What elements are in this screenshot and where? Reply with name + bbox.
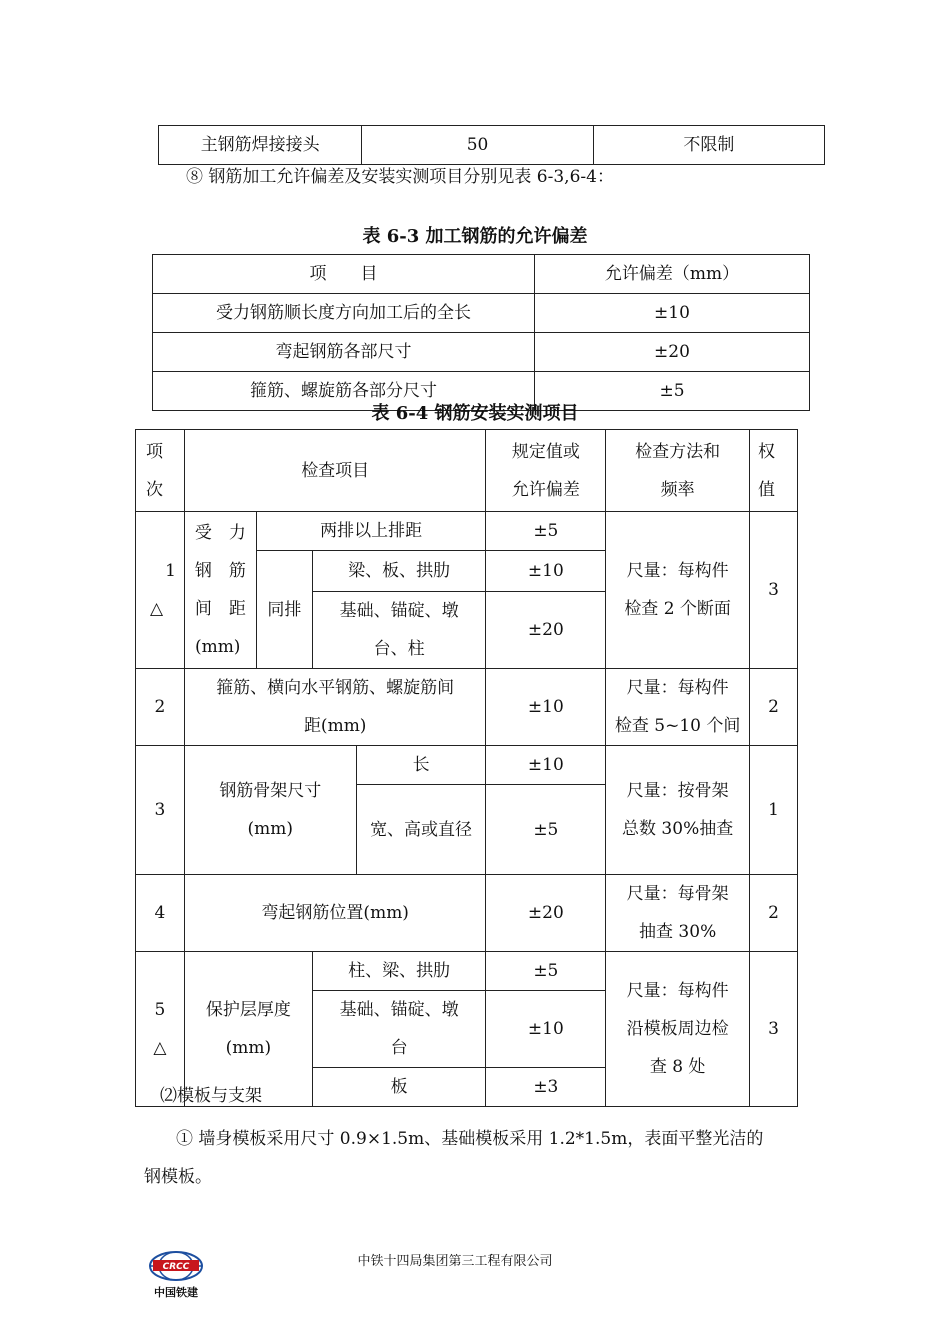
row1-group-line: 间 距 [194, 599, 246, 619]
row4-item: 弯起钢筋位置(mm) [184, 875, 486, 952]
header-tolerance-line: 规定值或 [511, 441, 580, 462]
row1-method-line: 检查 2 个断面 [624, 599, 731, 619]
top-table-limit: 不限制 [593, 126, 824, 165]
row1-sub1: 两排以上排距 [256, 512, 486, 551]
row1-method-line: 尺量：每构件 [626, 561, 729, 581]
row2-index: 2 [136, 669, 185, 746]
header-tolerance [486, 430, 606, 512]
table-63-header-tol: 允许偏差（mm） [535, 255, 810, 294]
row2-method-line: 尺量：每构件 [626, 678, 729, 698]
row4-method-line: 尺量：每骨架 [626, 884, 729, 904]
section-2-heading: ⑵模板与支架 [160, 1086, 262, 1106]
row4-val: ±20 [486, 875, 606, 952]
row5-index-line: △ [153, 1038, 167, 1058]
row5-sub2-line: 台 [390, 1038, 408, 1058]
table-63-cell: 弯起钢筋各部尺寸 [153, 333, 535, 372]
header-check-item: 检查项目 [184, 430, 486, 512]
row5-sub3: 板 [312, 1068, 486, 1107]
row2-item [184, 669, 486, 746]
row3-val2: ±5 [486, 785, 606, 875]
row2-item-line: 箍筋、横向水平钢筋、螺旋筋间 [216, 678, 455, 698]
table-63-cell: 受力钢筋顺长度方向加工后的全长 [153, 294, 535, 333]
row5-method [606, 952, 750, 1107]
top-table [158, 125, 825, 165]
crcc-logo-text: 中国铁建 [154, 1286, 198, 1299]
row3-weight: 1 [750, 746, 798, 875]
row5-val1: ±5 [486, 952, 606, 991]
note-8: ⑧ 钢筋加工允许偏差及安装实测项目分别见表 6-3,6-4： [186, 167, 614, 187]
row1-group-line: 受 力 [194, 523, 246, 543]
header-method-line: 检查方法和 [635, 441, 721, 462]
table-63-cell: ±20 [535, 333, 810, 372]
row4-method-line: 抽查 30% [639, 922, 717, 942]
top-table-value: 50 [362, 126, 593, 165]
row5-method-line: 尺量：每构件 [626, 981, 729, 1001]
row5-sub2 [312, 991, 486, 1068]
row3-method [606, 746, 750, 875]
table-63-title: 表 6-3 加工钢筋的允许偏差 [362, 226, 588, 247]
footer-company: 中铁十四局集团第三工程有限公司 [357, 1254, 553, 1269]
row1-group [184, 512, 256, 669]
row1-sub3-line: 台、柱 [373, 639, 425, 659]
row1-index-line: △ [150, 599, 164, 619]
row3-item [184, 746, 356, 875]
paragraph-1-line-2: 钢模板。 [144, 1167, 212, 1187]
top-table-item: 主钢筋焊接接头 [159, 126, 362, 165]
row2-method [606, 669, 750, 746]
row5-sub1: 柱、梁、拱肋 [312, 952, 486, 991]
row1-same: 同排 [256, 551, 312, 669]
row3-sub1: 长 [356, 746, 486, 785]
row3-index: 3 [136, 746, 185, 875]
row5-weight: 3 [750, 952, 798, 1107]
table-63-cell: ±10 [535, 294, 810, 333]
table-64 [135, 429, 798, 1107]
row5-val3: ±3 [486, 1068, 606, 1107]
row1-sub3 [312, 592, 486, 669]
row3-val1: ±10 [486, 746, 606, 785]
table-63-header-item: 项 目 [153, 255, 535, 294]
row3-method-line: 总数 30%抽查 [622, 819, 734, 839]
row1-weight: 3 [750, 512, 798, 669]
row1-val3: ±20 [486, 592, 606, 669]
row2-method-line: 检查 5~10 个间 [614, 716, 741, 736]
row5-sub2-line: 基础、锚碇、墩 [339, 1000, 459, 1020]
header-weight [750, 430, 798, 512]
row5-method-line: 沿模板周边检 [626, 1019, 729, 1039]
row1-method [606, 512, 750, 669]
row3-sub2: 宽、高或直径 [356, 785, 486, 875]
row5-index-line: 5 [154, 1000, 166, 1020]
paragraph-1-line-1: ① 墙身模板采用尺寸 0.9×1.5m、基础模板采用 1.2*1.5m，表面平整光洁的 [176, 1129, 764, 1149]
row1-sub3-line: 基础、锚碇、墩 [339, 601, 459, 621]
row2-item-line: 距(mm) [303, 716, 367, 736]
table-63-cell: ±5 [535, 372, 810, 411]
row5-method-line: 查 8 处 [649, 1057, 706, 1077]
row1-index-line: 1 [165, 561, 176, 581]
row4-index: 4 [136, 875, 185, 952]
row2-weight: 2 [750, 669, 798, 746]
header-index-line: 次 [146, 479, 163, 500]
row4-method [606, 875, 750, 952]
row1-sub2: 梁、板、拱肋 [312, 551, 486, 592]
row1-val1: ±5 [486, 512, 606, 551]
header-method-line: 频率 [660, 479, 695, 500]
header-index-line: 项 [146, 441, 163, 462]
header-tolerance-line: 允许偏差 [511, 479, 580, 500]
row5-item-line: (mm) [225, 1038, 272, 1058]
row1-group-line: (mm) [194, 637, 241, 657]
header-weight-line: 值 [758, 479, 776, 500]
table-64-title: 表 6-4 钢筋安装实测项目 [371, 403, 579, 424]
row5-val2: ±10 [486, 991, 606, 1068]
header-index [136, 430, 185, 512]
row4-weight: 2 [750, 875, 798, 952]
row2-val: ±10 [486, 669, 606, 746]
header-method [606, 430, 750, 512]
row3-item-line: 钢筋骨架尺寸 [219, 781, 322, 801]
row1-group-line: 钢 筋 [194, 561, 246, 581]
crcc-logo-mark: CRCC [162, 1262, 190, 1272]
row3-method-line: 尺量：按骨架 [626, 781, 729, 801]
row1-val2: ±10 [486, 551, 606, 592]
table-63-cell: 箍筋、螺旋筋各部分尺寸 [153, 372, 535, 411]
row1-index [136, 512, 185, 669]
table-63 [152, 254, 810, 411]
header-weight-line: 权 [758, 441, 776, 462]
row5-item-line: 保护层厚度 [205, 1000, 291, 1020]
row3-item-line: (mm) [247, 819, 294, 839]
